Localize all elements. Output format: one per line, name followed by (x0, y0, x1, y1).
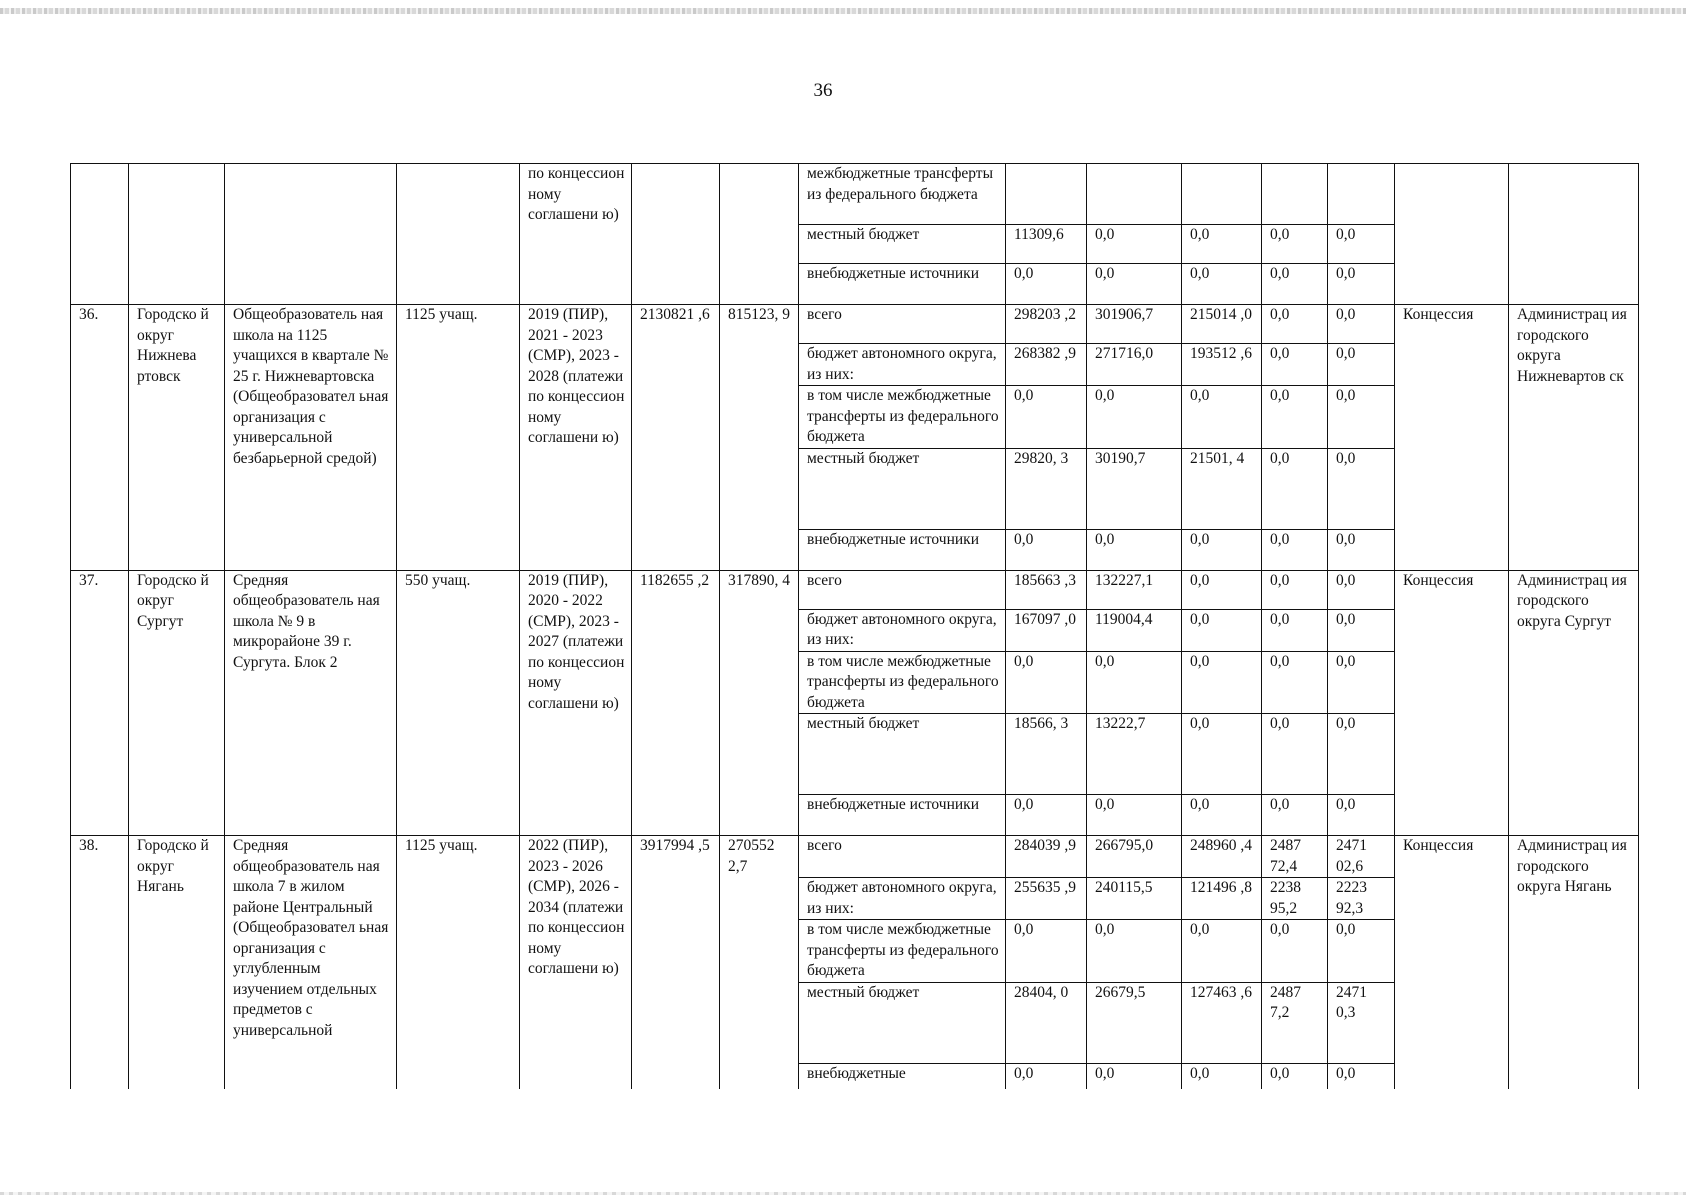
funding-source-label: местный бюджет (799, 225, 1006, 264)
funding-source-label: внебюджетные (799, 1063, 1006, 1089)
row-number: 37. (71, 570, 129, 836)
year-value: 0,0 (1182, 264, 1262, 305)
year-value: 28404, 0 (1006, 982, 1087, 1063)
capacity: 1125 учащ. (397, 836, 520, 1090)
year-value: 0,0 (1262, 225, 1328, 264)
funding-source-label: всего (799, 570, 1006, 609)
year-value: 0,0 (1328, 1063, 1395, 1089)
year-value: 2238 95,2 (1262, 878, 1328, 920)
year-value: 271716,0 (1087, 344, 1182, 386)
year-value: 298203 ,2 (1006, 305, 1087, 344)
year-value (1087, 164, 1182, 225)
year-value: 0,0 (1262, 264, 1328, 305)
year-value: 0,0 (1087, 264, 1182, 305)
municipality: Городско й округ Сургут (129, 570, 225, 836)
year-value: 0,0 (1262, 570, 1328, 609)
year-value: 0,0 (1262, 920, 1328, 983)
year-value: 0,0 (1182, 609, 1262, 651)
year-value: 0,0 (1262, 305, 1328, 344)
year-value: 167097 ,0 (1006, 609, 1087, 651)
year-value (1182, 164, 1262, 225)
year-value: 0,0 (1328, 225, 1395, 264)
year-value: 0,0 (1262, 529, 1328, 570)
table-row (71, 836, 1639, 878)
year-value: 0,0 (1006, 264, 1087, 305)
year-value: 127463 ,6 (1182, 982, 1262, 1063)
funding-source-label: всего (799, 836, 1006, 878)
object-name: Средняя общеобразователь ная школа № 9 в микрорайоне 39 г. Сургута. Блок 2 (225, 570, 397, 836)
year-value: 0,0 (1087, 225, 1182, 264)
funding-source-label: местный бюджет (799, 448, 1006, 529)
year-value: 0,0 (1182, 225, 1262, 264)
year-value: 0,0 (1262, 795, 1328, 836)
year-value: 2487 7,2 (1262, 982, 1328, 1063)
year-value: 0,0 (1262, 344, 1328, 386)
year-value: 132227,1 (1087, 570, 1182, 609)
cell-cost-remaining (720, 164, 799, 305)
year-value: 0,0 (1006, 795, 1087, 836)
year-value (1262, 164, 1328, 225)
year-value: 0,0 (1182, 714, 1262, 795)
responsible-customer: Администрац ия городского округа Сургут (1509, 570, 1639, 836)
funding-source-label: бюджет автономного округа, из них: (799, 344, 1006, 386)
cell-capacity (397, 164, 520, 305)
investment-table (70, 163, 1639, 1089)
table-body (71, 164, 1639, 1090)
cost-total: 2130821 ,6 (632, 305, 720, 571)
year-value: 0,0 (1182, 1063, 1262, 1089)
year-value: 0,0 (1182, 386, 1262, 449)
cost-remaining: 815123, 9 (720, 305, 799, 571)
year-value: 248960 ,4 (1182, 836, 1262, 878)
year-value (1328, 164, 1395, 225)
year-value: 0,0 (1006, 651, 1087, 714)
funding-source-label: внебюджетные источники (799, 529, 1006, 570)
year-value: 193512 ,6 (1182, 344, 1262, 386)
year-value: 284039 ,9 (1006, 836, 1087, 878)
year-value: 0,0 (1328, 264, 1395, 305)
table-row (71, 164, 1639, 225)
year-value: 0,0 (1087, 1063, 1182, 1089)
year-value: 2471 0,3 (1328, 982, 1395, 1063)
cell-object (225, 164, 397, 305)
year-value: 0,0 (1262, 386, 1328, 449)
year-value (1006, 164, 1087, 225)
year-value: 0,0 (1006, 529, 1087, 570)
row-number: 38. (71, 836, 129, 1090)
year-value: 0,0 (1262, 609, 1328, 651)
page-number: 36 (813, 80, 833, 101)
financing-mechanism: Концессия (1395, 836, 1509, 1090)
cell-municipality (129, 164, 225, 305)
year-value: 255635 ,9 (1006, 878, 1087, 920)
year-value: 2487 72,4 (1262, 836, 1328, 878)
year-value: 0,0 (1328, 344, 1395, 386)
funding-source-label: внебюджетные источники (799, 795, 1006, 836)
year-value: 11309,6 (1006, 225, 1087, 264)
year-value: 0,0 (1182, 651, 1262, 714)
funding-source-label: в том числе межбюджетные трансферты из федерального бюджета (799, 386, 1006, 449)
scan-edge-bottom (0, 1192, 1686, 1195)
implementation-period: 2019 (ПИР), 2021 - 2023 (СМР), 2023 - 2028 (платежи по концессион ному соглашени ю) (520, 305, 632, 571)
year-value: 0,0 (1087, 651, 1182, 714)
year-value: 0,0 (1182, 570, 1262, 609)
year-value: 0,0 (1328, 570, 1395, 609)
year-value: 29820, 3 (1006, 448, 1087, 529)
year-value: 0,0 (1262, 1063, 1328, 1089)
funding-source-label: в том числе межбюджетные трансферты из федерального бюджета (799, 920, 1006, 983)
year-value: 0,0 (1087, 795, 1182, 836)
cell-period: по концессион ному соглашени ю) (520, 164, 632, 305)
cost-total: 1182655 ,2 (632, 570, 720, 836)
year-value: 30190,7 (1087, 448, 1182, 529)
capacity: 1125 учащ. (397, 305, 520, 571)
implementation-period: 2022 (ПИР), 2023 - 2026 (СМР), 2026 - 2034 (платежи по концессион ному соглашени ю) (520, 836, 632, 1090)
year-value: 215014 ,0 (1182, 305, 1262, 344)
year-value: 0,0 (1182, 795, 1262, 836)
financing-mechanism: Концессия (1395, 305, 1509, 571)
funding-source-label: бюджет автономного округа, из них: (799, 878, 1006, 920)
year-value: 301906,7 (1087, 305, 1182, 344)
table-row (71, 305, 1639, 344)
year-value: 0,0 (1006, 1063, 1087, 1089)
year-value: 0,0 (1328, 651, 1395, 714)
year-value: 0,0 (1328, 529, 1395, 570)
year-value: 21501, 4 (1182, 448, 1262, 529)
funding-source-label: местный бюджет (799, 714, 1006, 795)
year-value: 0,0 (1087, 920, 1182, 983)
implementation-period: 2019 (ПИР), 2020 - 2022 (СМР), 2023 - 2027 (платежи по концессион ному соглашени ю) (520, 570, 632, 836)
year-value: 2471 02,6 (1328, 836, 1395, 878)
year-value: 0,0 (1328, 386, 1395, 449)
responsible-customer: Администрац ия городского округа Нижневартов ск (1509, 305, 1639, 571)
funding-source-label: межбюджетные трансферты из федерального бюджета (799, 164, 1006, 225)
municipality: Городско й округ Нижнева ртовск (129, 305, 225, 571)
year-value: 2223 92,3 (1328, 878, 1395, 920)
year-value: 0,0 (1328, 714, 1395, 795)
year-value: 0,0 (1087, 386, 1182, 449)
year-value: 0,0 (1006, 920, 1087, 983)
capacity: 550 учащ. (397, 570, 520, 836)
year-value: 0,0 (1262, 714, 1328, 795)
year-value: 0,0 (1182, 920, 1262, 983)
table-row (71, 570, 1639, 609)
object-name: Средняя общеобразователь ная школа 7 в жилом районе Центральный (Общеобразовател ьная организация с углубленным изучением отдельных предметов с универсальной (225, 836, 397, 1090)
year-value: 0,0 (1328, 795, 1395, 836)
year-value: 266795,0 (1087, 836, 1182, 878)
municipality: Городско й округ Нягань (129, 836, 225, 1090)
year-value: 13222,7 (1087, 714, 1182, 795)
year-value: 0,0 (1328, 609, 1395, 651)
cost-remaining: 270552 2,7 (720, 836, 799, 1090)
funding-source-label: в том числе межбюджетные трансферты из федерального бюджета (799, 651, 1006, 714)
year-value: 0,0 (1328, 305, 1395, 344)
year-value: 0,0 (1328, 920, 1395, 983)
year-value: 0,0 (1262, 651, 1328, 714)
cost-total: 3917994 ,5 (632, 836, 720, 1090)
funding-source-label: всего (799, 305, 1006, 344)
responsible-customer: Администрац ия городского округа Нягань (1509, 836, 1639, 1090)
year-value: 268382 ,9 (1006, 344, 1087, 386)
year-value: 119004,4 (1087, 609, 1182, 651)
cell-mechanism (1395, 164, 1509, 305)
row-number: 36. (71, 305, 129, 571)
object-name: Общеобразователь ная школа на 1125 учащихся в квартале № 25 г. Нижневартовска (Общеобразовател ьная организация с универсальной безбарьерной средой) (225, 305, 397, 571)
year-value: 0,0 (1328, 448, 1395, 529)
year-value: 0,0 (1006, 386, 1087, 449)
cell-customer (1509, 164, 1639, 305)
year-value: 185663 ,3 (1006, 570, 1087, 609)
cost-remaining: 317890, 4 (720, 570, 799, 836)
funding-source-label: местный бюджет (799, 982, 1006, 1063)
cell-cost-total (632, 164, 720, 305)
scan-edge-top (0, 8, 1686, 14)
funding-source-label: бюджет автономного округа, из них: (799, 609, 1006, 651)
year-value: 0,0 (1182, 529, 1262, 570)
year-value: 0,0 (1087, 529, 1182, 570)
financing-mechanism: Концессия (1395, 570, 1509, 836)
year-value: 18566, 3 (1006, 714, 1087, 795)
year-value: 26679,5 (1087, 982, 1182, 1063)
funding-source-label: внебюджетные источники (799, 264, 1006, 305)
cell-no (71, 164, 129, 305)
year-value: 121496 ,8 (1182, 878, 1262, 920)
year-value: 240115,5 (1087, 878, 1182, 920)
year-value: 0,0 (1262, 448, 1328, 529)
